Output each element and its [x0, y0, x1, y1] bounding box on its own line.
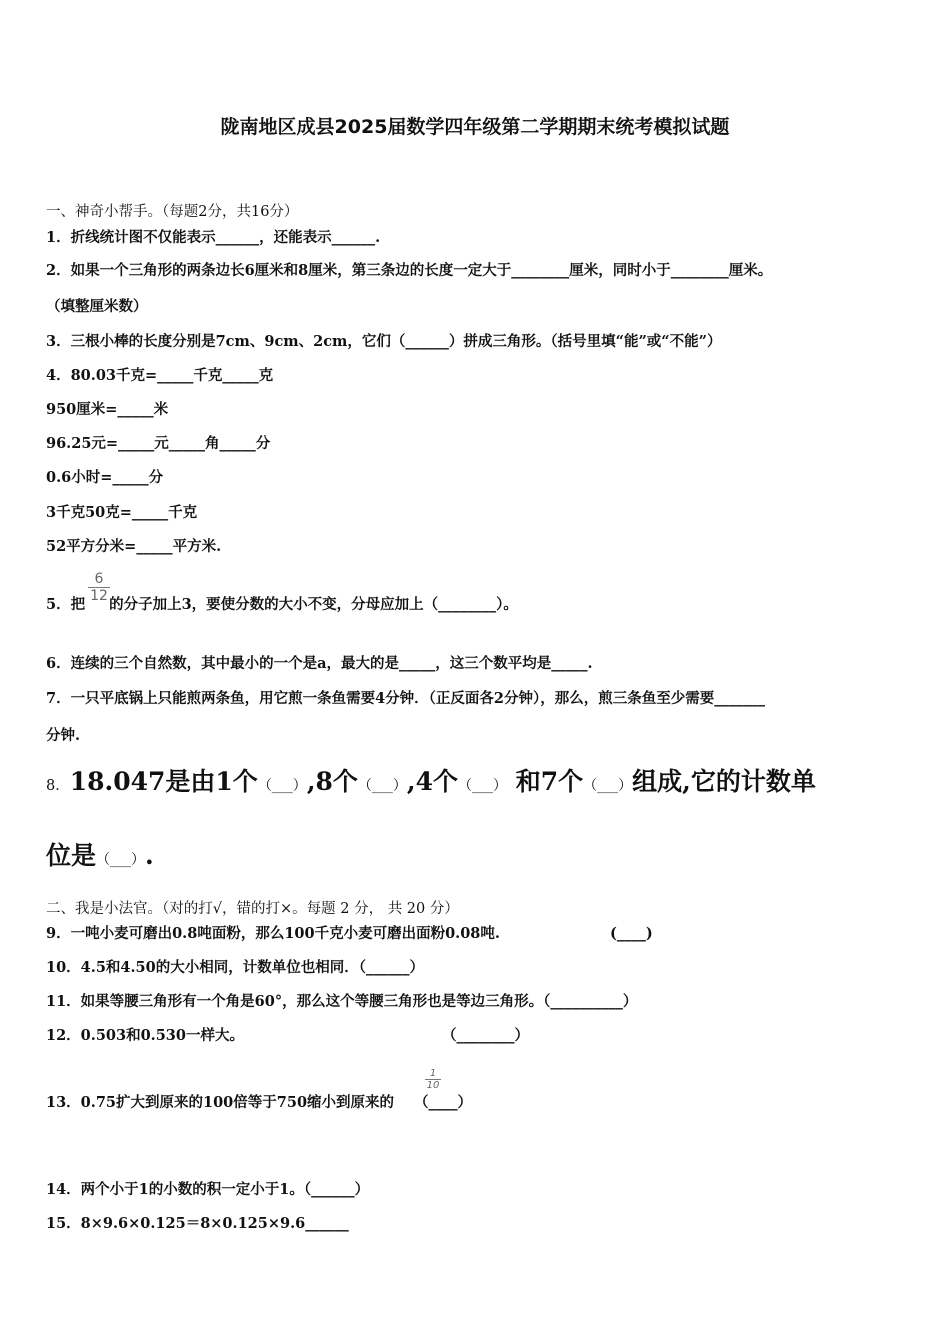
question-8-text: . — [145, 841, 154, 870]
question-12: 12．0.503和0.530一样大。 — [46, 1027, 244, 1044]
question-8-text: ,4个 — [406, 767, 459, 796]
question-13 — [46, 1093, 472, 1113]
question-7-cont: 分钟. — [46, 727, 81, 744]
answer-blank: （___） — [583, 778, 633, 794]
question-4-part: 950厘米=_____米 — [46, 401, 169, 418]
page-title: 陇南地区成县2025届数学四年级第二学期期末统考模拟试题 — [220, 116, 730, 138]
question-4: 4．80.03千克=_____千克_____克 — [46, 367, 274, 384]
section-2-heading: 二、我是小法官。（对的打√，错的打×。每题 2 分， 共 20 分） — [46, 901, 459, 917]
question-4-part: 0.6小时=_____分 — [46, 469, 164, 486]
question-13-blank: （____） — [414, 1094, 473, 1111]
question-5-text: 的分子加上3，要使分数的大小不变，分母应加上（________）。 — [109, 596, 518, 613]
fraction-denominator: 12 — [90, 588, 108, 604]
answer-blank: （___） — [458, 778, 508, 794]
question-11: 11．如果等腰三角形有一个角是60°，那么这个等腰三角形也是等边三角形。（__________） — [46, 993, 638, 1010]
question-4-part: 3千克50克=_____千克 — [46, 504, 198, 521]
question-9-blank: (____) — [610, 925, 653, 942]
question-8-text: 18.047是由1个 — [69, 767, 258, 796]
question-8-cont — [46, 839, 154, 877]
section-1-heading: 一、神奇小帮手。（每题2分，共16分） — [46, 204, 299, 220]
question-2-note: （填整厘米数） — [46, 298, 148, 315]
question-13-text: 13．0.75扩大到原来的100倍等于750缩小到原来的 — [46, 1094, 395, 1111]
question-5 — [46, 595, 518, 615]
question-8-text: ,8个 — [306, 767, 358, 796]
fraction-numerator: 6 — [94, 571, 104, 587]
question-4-part: 96.25元=_____元_____角_____分 — [46, 435, 271, 452]
question-8-number: 8． — [46, 778, 70, 794]
question-7: 7．一只平底锅上只能煎两条鱼，用它煎一条鱼需要4分钟．（正反面各2分钟），那么，煎三条鱼至少需要_______ — [46, 690, 766, 707]
answer-blank: （___） — [357, 778, 407, 794]
question-15: 15．8×9.6×0.125＝8×0.125×9.6______ — [46, 1215, 349, 1232]
question-6: 6．连续的三个自然数，其中最小的一个是a，最大的是_____，这三个数平均是_____. — [46, 655, 593, 672]
question-10: 10．4.5和4.50的大小相同，计数单位也相同．（______） — [46, 959, 424, 976]
fraction-6-12 — [88, 571, 110, 604]
fraction-1-10 — [425, 1068, 441, 1091]
question-9: 9．一吨小麦可磨出0.8吨面粉，那么100千克小麦可磨出面粉0.08吨. — [46, 925, 500, 942]
fraction-denominator: 10 — [426, 1080, 440, 1091]
question-4-part: 52平方分米=_____平方米. — [46, 538, 222, 555]
question-14: 14．两个小于1的小数的积一定小于1。（______） — [46, 1181, 370, 1198]
question-8-text: 组成,它的计数单 — [632, 767, 816, 796]
question-8 — [46, 765, 816, 803]
question-12-blank: （________） — [442, 1027, 529, 1044]
question-8-text: 和7个 — [507, 767, 584, 796]
question-8-text: 位是 — [46, 841, 97, 870]
question-5-prefix: 5．把 — [46, 596, 86, 613]
answer-blank: （___） — [257, 778, 307, 794]
fraction-numerator: 1 — [429, 1068, 437, 1079]
question-1: 1．折线统计图不仅能表示______，还能表示______. — [46, 229, 381, 246]
question-3: 3．三根小棒的长度分别是7cm、9cm、2cm，它们（______）拼成三角形。（括号里填“能”或“不能”） — [46, 333, 722, 350]
question-2: 2．如果一个三角形的两条边长6厘米和8厘米，第三条边的长度一定大于________厘米，同时小于________厘米。 — [46, 262, 773, 279]
answer-blank: （___） — [96, 852, 146, 868]
